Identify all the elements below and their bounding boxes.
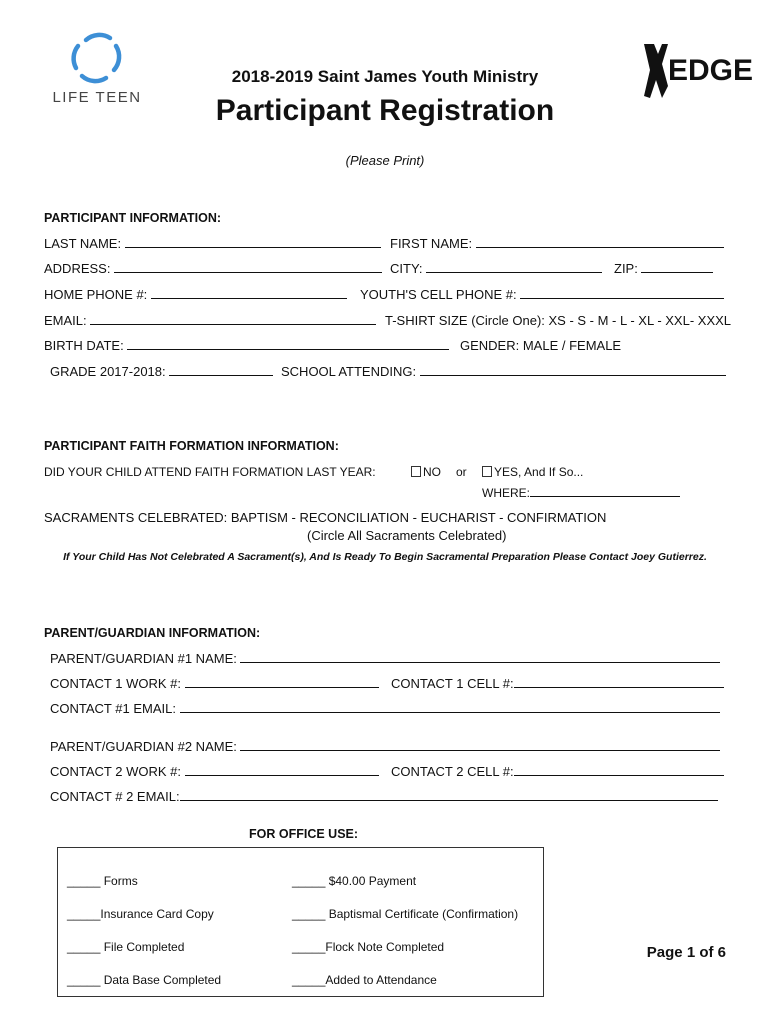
parent1-name-field[interactable]: PARENT/GUARDIAN #1 NAME: (50, 651, 720, 666)
contact1-cell-field[interactable]: CONTACT 1 CELL #: (391, 676, 724, 691)
birth-date-field[interactable]: BIRTH DATE: (44, 338, 449, 353)
office-item-baptismal: _____ Baptismal Certificate (Confirmation) (292, 907, 519, 921)
youth-cell-phone-field[interactable]: YOUTH'S CELL PHONE #: (360, 287, 724, 302)
svg-text:EDGE: EDGE (668, 54, 754, 87)
svg-text:LIFE TEEN: LIFE TEEN (52, 89, 142, 106)
zip-field[interactable]: ZIP: (614, 261, 713, 276)
city-field[interactable]: CITY: (390, 261, 602, 276)
circle-all-note: (Circle All Sacraments Celebrated) (307, 528, 507, 543)
where-field[interactable]: WHERE: (482, 485, 680, 500)
office-item-file: _____ File Completed (67, 940, 185, 954)
first-name-field[interactable]: FIRST NAME: (390, 236, 724, 251)
page-number: Page 1 of 6 (646, 944, 726, 961)
office-item-insurance: _____Insurance Card Copy (67, 907, 214, 921)
office-item-flocknote: _____Flock Note Completed (292, 940, 445, 954)
sacrament-prep-note: If Your Child Has Not Celebrated A Sacrament(s), And Is Ready To Begin Sacramental Preparation Please Contact Joey Gutierrez. (63, 551, 707, 563)
yes-checkbox[interactable] (482, 466, 492, 477)
grade-field[interactable]: GRADE 2017-2018: (50, 364, 273, 379)
please-print-note: (Please Print) (345, 153, 425, 168)
last-name-field[interactable]: LAST NAME: (44, 236, 381, 251)
office-item-database: _____ Data Base Completed (67, 973, 222, 987)
or-label: or (456, 465, 467, 479)
gender-options[interactable]: GENDER: MALE / FEMALE (460, 338, 622, 353)
contact1-work-field[interactable]: CONTACT 1 WORK #: (50, 676, 379, 691)
participant-info-heading: PARTICIPANT INFORMATION: (44, 211, 222, 225)
faith-formation-heading: PARTICIPANT FAITH FORMATION INFORMATION: (44, 439, 339, 453)
address-field[interactable]: ADDRESS: (44, 261, 382, 276)
school-field[interactable]: SCHOOL ATTENDING: (281, 364, 726, 379)
page-title: Participant Registration (215, 94, 555, 127)
contact2-email-field[interactable]: CONTACT # 2 EMAIL: (50, 789, 718, 804)
email-field[interactable]: EMAIL: (44, 313, 376, 328)
no-option[interactable]: NO (411, 465, 441, 479)
tshirt-size-options[interactable]: T-SHIRT SIZE (Circle One): XS - S - M - L - XL - XXL- XXXL (385, 313, 732, 328)
parent-info-heading: PARENT/GUARDIAN INFORMATION: (44, 626, 261, 640)
contact1-email-field[interactable]: CONTACT #1 EMAIL: (50, 701, 720, 716)
office-use-heading: FOR OFFICE USE: (249, 827, 359, 841)
no-checkbox[interactable] (411, 466, 421, 477)
office-item-attendance: _____Added to Attendance (292, 973, 437, 987)
office-item-forms: _____ Forms (67, 874, 138, 888)
home-phone-field[interactable]: HOME PHONE #: (44, 287, 347, 302)
ministry-title: 2018-2019 Saint James Youth Ministry (231, 67, 539, 86)
contact2-work-field[interactable]: CONTACT 2 WORK #: (50, 764, 379, 779)
attend-question: DID YOUR CHILD ATTEND FAITH FORMATION LAST YEAR: (44, 465, 376, 479)
office-item-payment: _____ $40.00 Payment (292, 874, 417, 888)
sacraments-options[interactable]: SACRAMENTS CELEBRATED: BAPTISM - RECONCILIATION - EUCHARIST - CONFIRMATION (44, 510, 607, 525)
parent2-name-field[interactable]: PARENT/GUARDIAN #2 NAME: (50, 739, 720, 754)
contact2-cell-field[interactable]: CONTACT 2 CELL #: (391, 764, 724, 779)
yes-option[interactable]: YES, And If So... (482, 465, 583, 479)
